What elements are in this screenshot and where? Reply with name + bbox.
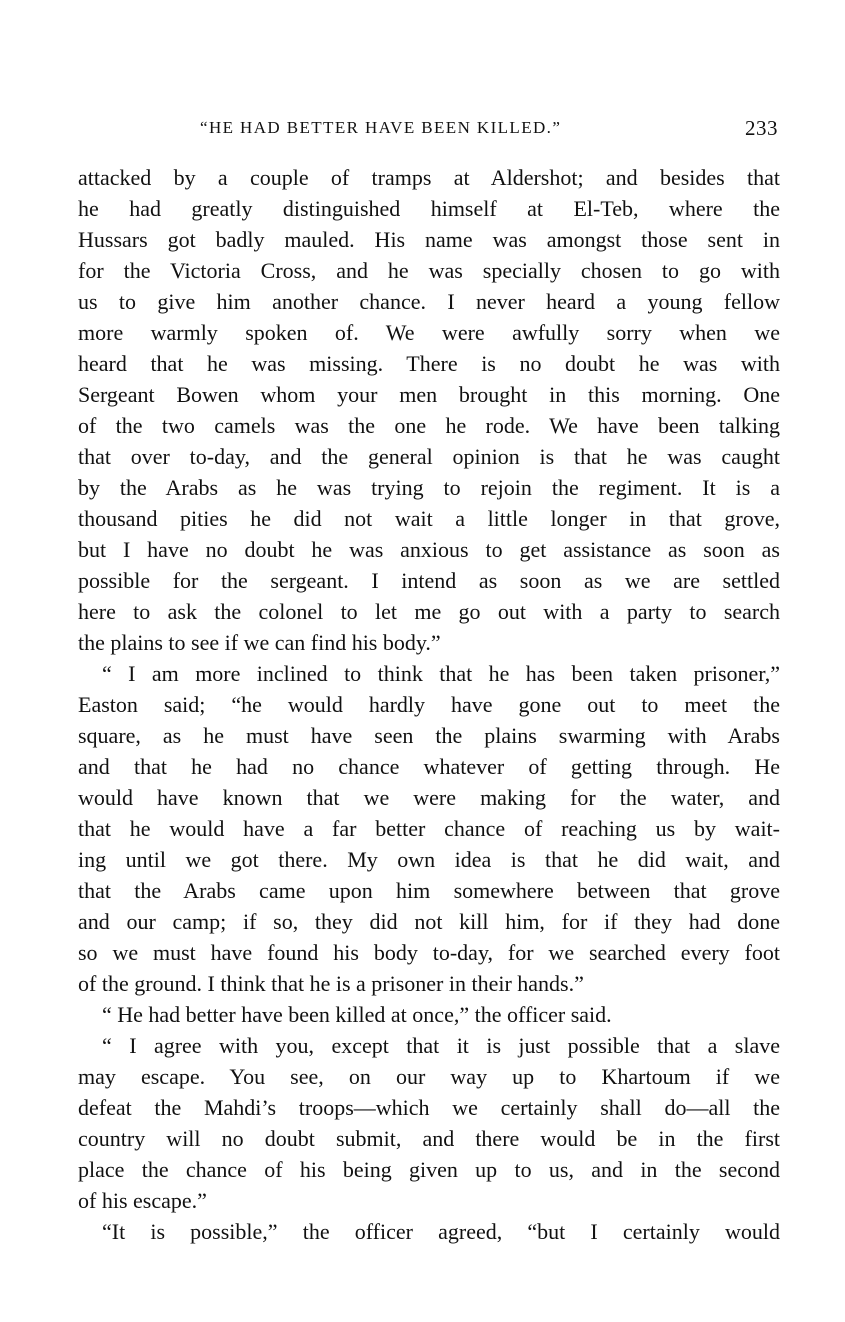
text-line: Easton said; “he would hardly have gone out to meet the — [78, 692, 780, 717]
text-line: here to ask the colonel to let me go out with a party to search — [78, 599, 780, 624]
page-number: 233 — [745, 116, 778, 140]
text-line: “ I agree with you, except that it is just possible that a slave — [102, 1033, 780, 1058]
text-line: and that he had no chance whatever of getting through. He — [78, 754, 780, 779]
text-line: so we must have found his body to-day, for we searched every foot — [78, 940, 780, 965]
text-line: “It is possible,” the officer agreed, “but I certainly would — [102, 1219, 780, 1244]
text-line: that over to-day, and the general opinion is that he was caught — [78, 444, 780, 469]
running-title: “HE HAD BETTER HAVE BEEN KILLED.” — [200, 118, 562, 137]
text-line: heard that he was missing. There is no doubt he was with — [78, 351, 780, 376]
text-line: “ He had better have been killed at once,” the officer said. — [102, 1002, 612, 1027]
text-line: more warmly spoken of. We were awfully sorry when we — [78, 320, 780, 345]
text-line: possible for the sergeant. I intend as soon as we are settled — [78, 568, 780, 593]
text-body — [78, 162, 780, 1247]
text-line: and our camp; if so, they did not kill him, for if they had done — [78, 909, 780, 934]
text-line: of the ground. I think that he is a prisoner in their hands.” — [78, 971, 584, 996]
text-line: country will no doubt submit, and there would be in the first — [78, 1126, 780, 1151]
text-line: by the Arabs as he was trying to rejoin the regiment. It is a — [78, 475, 780, 500]
text-line: Sergeant Bowen whom your men brought in this morning. One — [78, 382, 780, 407]
text-line: of the two camels was the one he rode. We have been talking — [78, 413, 780, 438]
text-line: for the Victoria Cross, and he was specially chosen to go with — [78, 258, 780, 283]
text-line: place the chance of his being given up to us, and in the second — [78, 1157, 780, 1182]
text-line: he had greatly distinguished himself at El-Teb, where the — [78, 196, 780, 221]
text-line: thousand pities he did not wait a little longer in that grove, — [78, 506, 780, 531]
text-line: the plains to see if we can find his body.” — [78, 630, 441, 655]
text-line: may escape. You see, on our way up to Khartoum if we — [78, 1064, 780, 1089]
text-line: that the Arabs came upon him somewhere between that grove — [78, 878, 780, 903]
text-line: that he would have a far better chance of reaching us by wait- — [78, 816, 780, 841]
text-line: ing until we got there. My own idea is that he did wait, and — [78, 847, 780, 872]
text-line: of his escape.” — [78, 1188, 207, 1213]
text-line: defeat the Mahdi’s troops—which we certainly shall do—all the — [78, 1095, 780, 1120]
running-head — [78, 116, 778, 142]
text-line: Hussars got badly mauled. His name was amongst those sent in — [78, 227, 780, 252]
text-line: attacked by a couple of tramps at Aldershot; and besides that — [78, 165, 780, 190]
text-line: would have known that we were making for the water, and — [78, 785, 780, 810]
text-line: us to give him another chance. I never heard a young fellow — [78, 289, 780, 314]
text-line: but I have no doubt he was anxious to get assistance as soon as — [78, 537, 780, 562]
text-line: “ I am more inclined to think that he has been taken prisoner,” — [102, 661, 780, 686]
text-line: square, as he must have seen the plains swarming with Arabs — [78, 723, 780, 748]
